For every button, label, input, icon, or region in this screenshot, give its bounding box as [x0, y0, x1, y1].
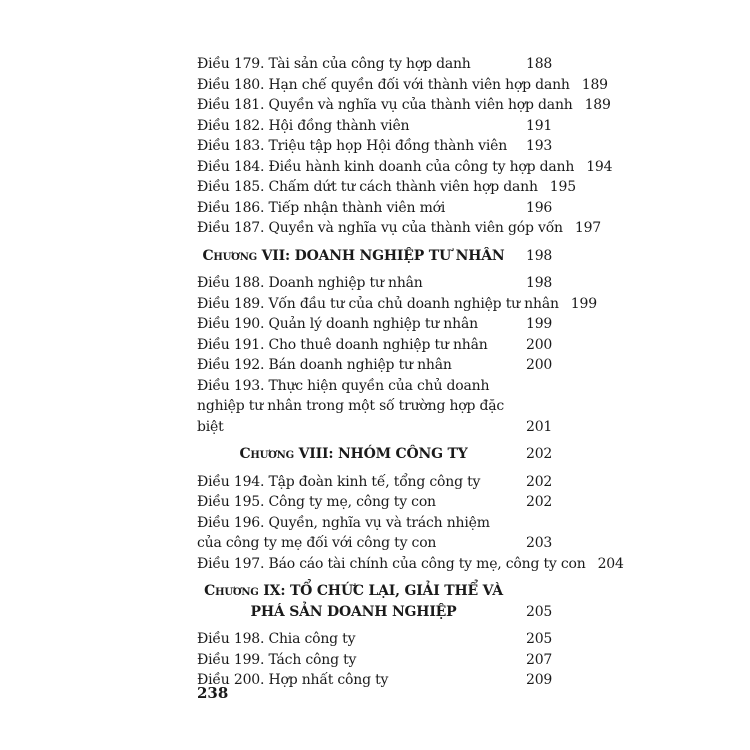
entry-title: Điều 191. Cho thuê doanh nghiệp tư nhân: [197, 336, 488, 353]
toc-entry: [197, 75, 608, 96]
entry-title: Điều 180. Hạn chế quyền đối với thành viên hợp danh: [197, 76, 570, 93]
entry-page: 188: [526, 56, 553, 72]
entry-title: Điều 192. Bán doanh nghiệp tư nhân: [197, 357, 452, 373]
entry-title: Điều 199. Tách công ty: [197, 651, 357, 668]
entry-title: Điều 185. Chấm dứt tư cách thành viên hợp danh: [197, 179, 538, 195]
toc-entry: [197, 670, 552, 691]
toc-entry: [197, 492, 552, 513]
chapter-heading-9: [197, 581, 552, 622]
chapter-title: Chương VIII: NHÓM CÔNG TY: [239, 446, 468, 462]
page-number: 238: [197, 684, 229, 702]
chapter-title: Chương VII: DOANH NGHIỆP TƯ NHÂN: [202, 247, 505, 264]
entry-title: Điều 181. Quyền và nghĩa vụ của thành viên hợp danh: [197, 97, 573, 113]
entry-page: 201: [526, 418, 553, 435]
entry-page: 189: [584, 97, 611, 113]
entry-page: 197: [574, 220, 601, 236]
entry-page: 209: [526, 672, 553, 688]
entry-page: 205: [526, 631, 553, 647]
entry-title: Điều 189. Vốn đầu tư của chủ doanh nghiệp tư nhân: [197, 295, 559, 312]
entry-page: 203: [526, 535, 553, 551]
toc-entry: [197, 513, 552, 554]
toc-entry: [197, 54, 552, 75]
toc-entry: [197, 335, 552, 356]
entry-title: Điều 183. Triệu tập họp Hội đồng thành viên: [197, 138, 508, 154]
toc-entry: [197, 554, 624, 575]
toc-entry: [197, 650, 552, 671]
entry-page: 198: [526, 275, 553, 291]
entry-title: Điều 184. Điều hành kinh doanh của công ty hợp danh: [197, 158, 575, 175]
table-of-contents: [197, 54, 624, 691]
toc-entry: [197, 355, 552, 376]
toc-entry: [197, 314, 552, 335]
entry-title: Điều 190. Quản lý doanh nghiệp tư nhân: [197, 316, 478, 332]
toc-entry: [197, 198, 552, 219]
toc-entry: [197, 376, 552, 438]
chapter-heading-8: [197, 444, 552, 465]
entry-title: Điều 195. Công ty mẹ, công ty con: [197, 494, 436, 510]
entry-title: Điều 179. Tài sản của công ty hợp danh: [197, 56, 471, 72]
entry-title: Điều 197. Báo cáo tài chính của công ty mẹ, công ty con: [197, 555, 586, 572]
entry-title: Điều 186. Tiếp nhận thành viên mới: [197, 199, 446, 216]
entry-title: Điều 196. Quyền, nghĩa vụ và trách nhiệm của công ty mẹ đối với công ty con: [197, 514, 490, 551]
toc-entry: [197, 136, 552, 157]
toc-entry: [197, 116, 552, 137]
entry-page: 194: [586, 158, 613, 175]
entry-page: 199: [526, 316, 553, 332]
entry-page: 204: [597, 555, 624, 572]
entry-page: 195: [549, 179, 576, 195]
toc-entry: [197, 629, 552, 650]
entry-page: 191: [526, 117, 553, 134]
entry-page: 202: [526, 494, 553, 510]
entry-title: Điều 198. Chia công ty: [197, 631, 356, 647]
entry-page: 202: [526, 473, 553, 490]
chapter-heading-7: [197, 246, 552, 267]
entry-title: Điều 182. Hội đồng thành viên: [197, 117, 410, 134]
chapter-page: 202: [526, 446, 553, 462]
entry-title: Điều 193. Thực hiện quyền của chủ doanh nghiệp tư nhân trong một số trường hợp đặc biệt: [197, 377, 505, 435]
chapter-page: 205: [526, 603, 553, 620]
entry-title: Điều 200. Hợp nhất công ty: [197, 672, 389, 688]
chapter-title: Chương IX: TỔ CHỨC LẠI, GIẢI THỂ VÀ PHÁ SẢN DOANH NGHIỆP: [204, 583, 503, 620]
toc-entry: [197, 95, 611, 116]
entry-title: Điều 188. Doanh nghiệp tư nhân: [197, 275, 423, 291]
toc-entry: [197, 273, 552, 294]
toc-entry: [197, 218, 601, 239]
chapter-page: 198: [526, 247, 553, 264]
toc-entry: [197, 294, 597, 315]
entry-page: 196: [526, 199, 553, 216]
entry-page: 189: [581, 76, 608, 93]
entry-page: 199: [570, 295, 597, 312]
entry-page: 200: [526, 357, 553, 373]
entry-page: 193: [526, 138, 553, 154]
toc-entry: [197, 472, 552, 493]
entry-title: Điều 187. Quyền và nghĩa vụ của thành viên góp vốn: [197, 220, 563, 236]
entry-page: 200: [526, 336, 553, 353]
entry-title: Điều 194. Tập đoàn kinh tế, tổng công ty: [197, 473, 481, 490]
toc-entry: [197, 177, 576, 198]
toc-entry: [197, 157, 613, 178]
entry-page: 207: [526, 651, 553, 668]
